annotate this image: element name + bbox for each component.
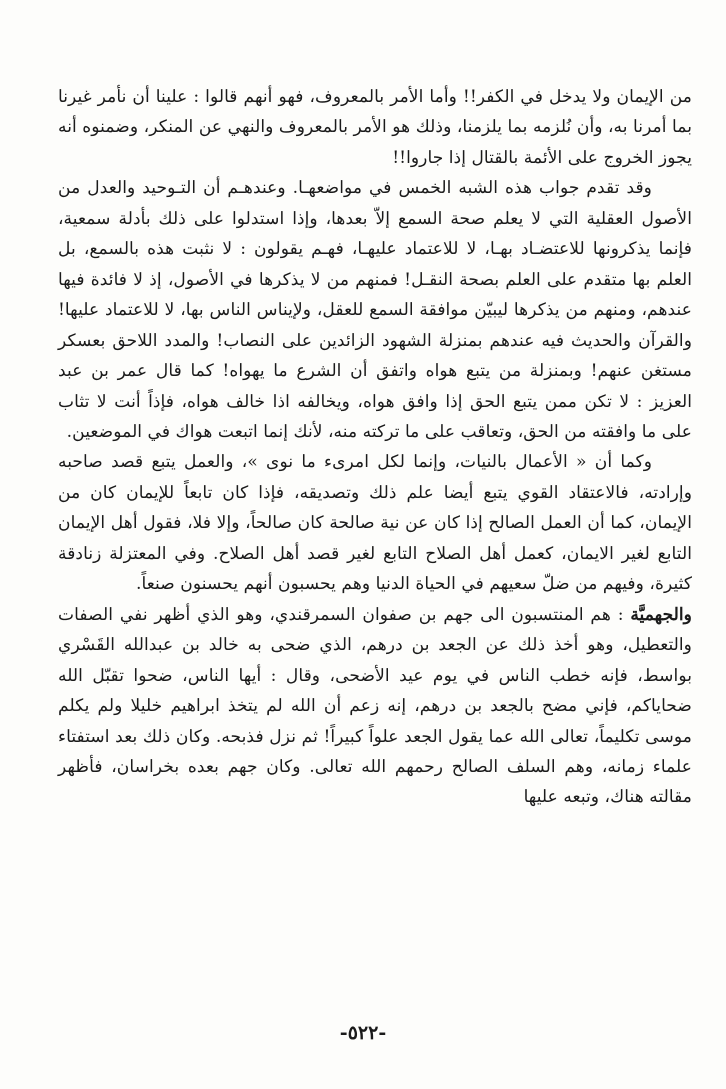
paragraph-3 [58,447,692,599]
body-text [58,82,692,813]
paragraph-1 [58,82,692,173]
paragraph-4-text: : هم المنتسبون الى جهم بن صفوان السمرقندي، وهو الذي أظهر نفي الصفات والتعطيل، وهو أخذ ذلك عن الجعد بن درهم، الذي ضحى به خالد بن عبدالله القَسْري بواسط، فإنه خطب الناس في يوم عيد الأضحى، وقال : أيها الناس، ضحوا تقبّل الله ضحاياكم، فإني مضح بالجعد بن درهم، إنه زعم أن الله لم يتخذ ابراهيم خليلا ولم يكلم موسى تكليماً، تعالى الله عما يقول الجعد علواً كبيراً! ثم نزل فذبحه. وكان ذلك بعد استفتاء علماء زمانه، وهم السلف الصالح رحمهم الله تعالى. وكان جهم بعده بخراسان، فأظهر مقالته هناك، وتبعه عليها [58,604,692,808]
paragraph-1-text: من الإيمان ولا يدخل في الكفر!! وأما الأمر بالمعروف، فهو أنهم قالوا : علينا أن نأمر غيرنا بما أمرنا به، وأن نُلزمه بما يلزمنا، وذلك هو الأمر بالمعروف والنهي عن المنكر، وضمنوه أنه يجوز الخروج على الأئمة بالقتال إذا جاروا!! [58,87,692,168]
paragraph-3-text: وكما أن « الأعمال بالنيات، وإنما لكل امرىء ما نوى »، والعمل يتبع قصد صاحبه وإرادته، فالاعتقاد القوي يتبع أيضا علم ذلك وتصديقه، فإذا كان تابعاً للإيمان كان من الإيمان، كما أن العمل الصالح إذا كان عن نية صالحة كان صالحاً، وإلا فلا، فقول أهل الإيمان التابع لغير الايمان، كعمل أهل الصلاح التابع لغير قصد أهل الصلاح. وفي المعتزلة زنادقة كثيرة، وفيهم من ضلّ سعيهم في الحياة الدنيا وهم يحسبون أنهم يحسنون صنعاً. [58,452,692,595]
paragraph-2 [58,173,692,447]
paragraph-2-text: وقد تقدم جواب هذه الشبه الخمس في مواضعهـا. وعندهـم أن التـوحيد والعدل من الأصول العقلية التي لا يعلم صحة السمع إلاّ بعدها، وإذا استدلوا على ذلك بأدلة سمعية، فإنما يذكرونها للاعتضـاد بهـا، لا للاعتماد عليهـا، فهـم يقولون : لا نثبت هذه بالسمع، بل العلم بها متقدم على العلم بصحة النقـل! فمنهم من لا يذكرها في الأصول، إذ لا فائدة فيها عندهم، ومنهم من يذكرها ليبيّن موافقة السمع للعقل، ولإيناس الناس بها، لا للاعتماد عليها! والقرآن والحديث فيه عندهم بمنزلة الشهود الزائدين على النصاب! والمدد اللاحق بعسكر مستغن عنهم! وبمنزلة من يتبع هواه واتفق أن الشرع ما يهواه! كما قال عمر بن عبد العزيز : لا تكن ممن يتبع الحق إذا وافق هواه، ويخالفه اذا خالف هواه، فإذاً أنت لا تثاب على ما وافقته من الحق، وتعاقب على ما تركته منه، لأنك إنما اتبعت هواك في الموضعين. [58,178,692,442]
jahmiyya-term: والجهميَّة [630,604,692,625]
paragraph-4 [58,600,692,813]
page-number: -٥٢٢- [339,1022,387,1044]
